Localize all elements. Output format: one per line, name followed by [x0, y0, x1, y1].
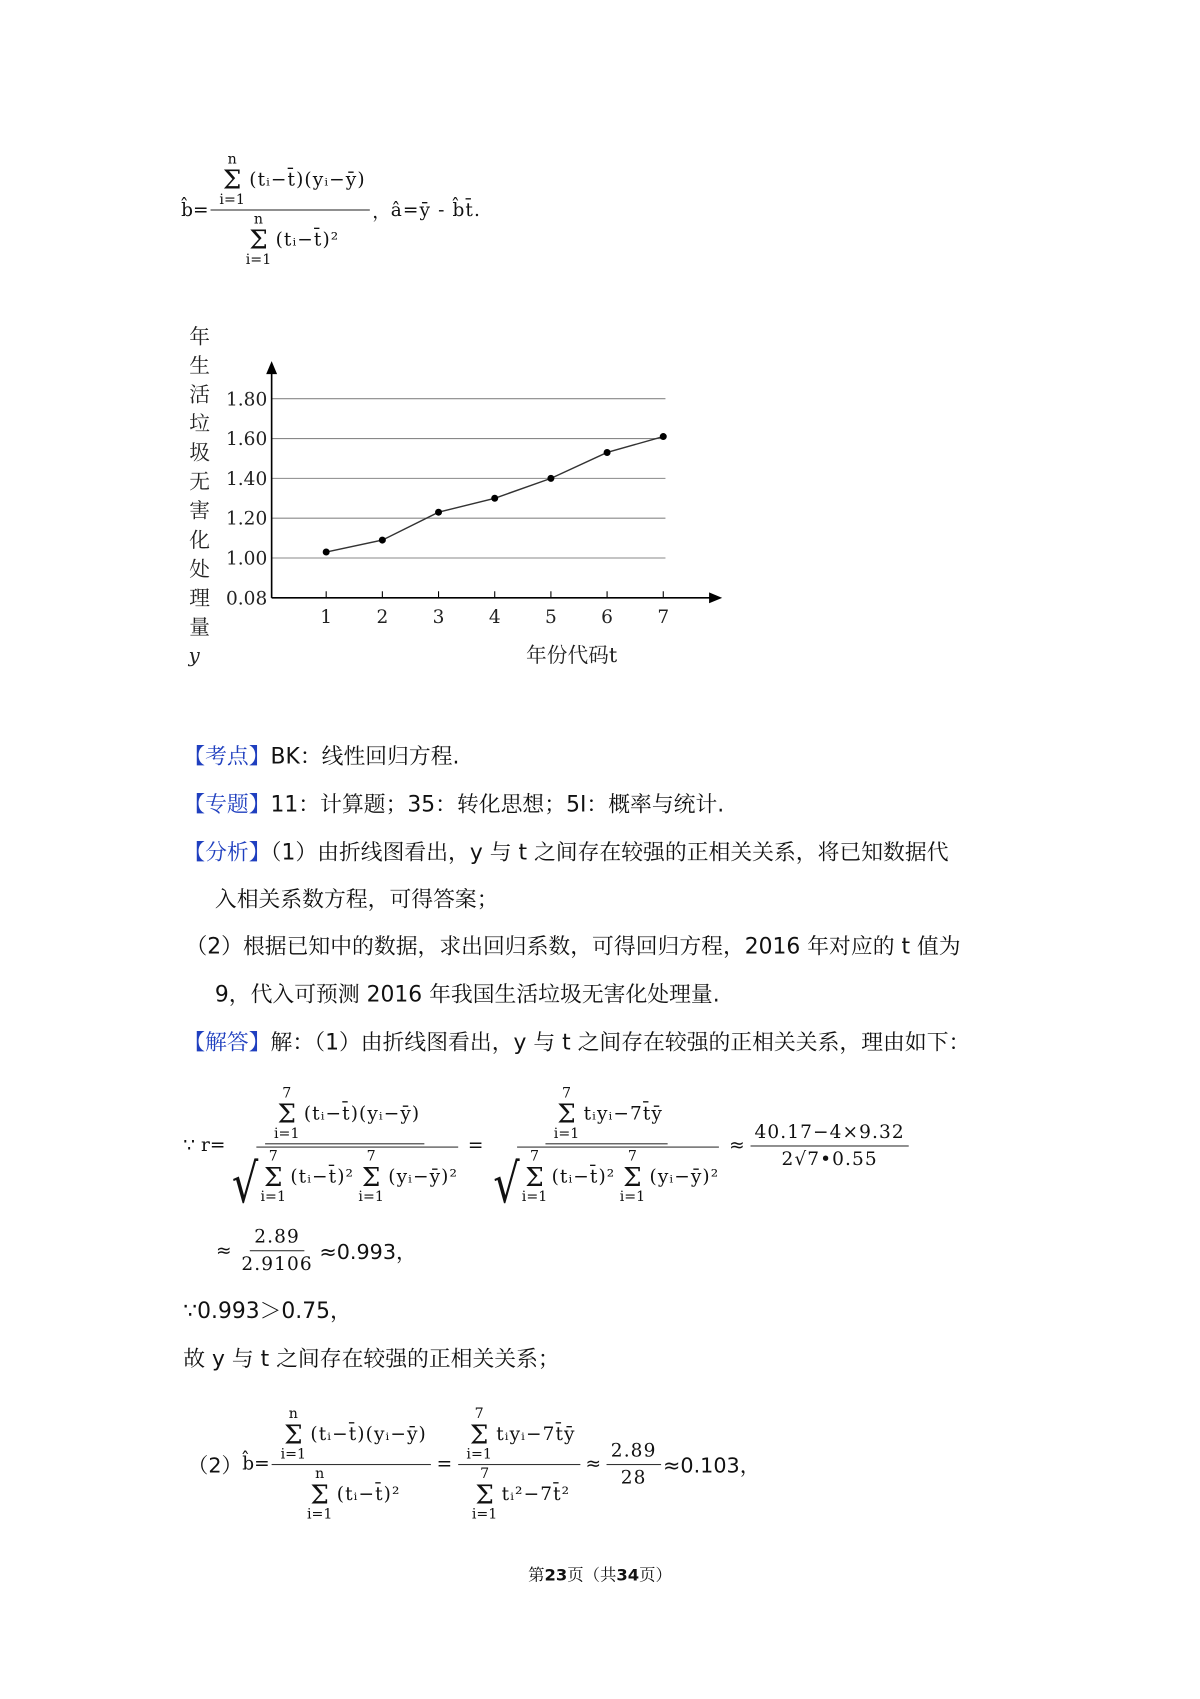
- y-axis-label-char: 无: [189, 469, 211, 494]
- b-value: ≈0.103，: [663, 1453, 761, 1478]
- approx: ≈: [729, 1134, 745, 1157]
- jieda-tag: 【解答】: [183, 1028, 271, 1055]
- page-footer: 第23页（共34页）: [528, 1565, 672, 1586]
- b-hat-label: b̂=: [181, 199, 209, 221]
- x-axis-arrow-icon: [709, 592, 722, 603]
- r-label: ∵ r=: [183, 1134, 226, 1157]
- y-axis-label-char: 活: [189, 382, 211, 407]
- denominator-expr: (tᵢ−t̄)²: [275, 229, 340, 251]
- y-tick-label: 1.00: [226, 548, 268, 570]
- correlation-formula: [183, 1069, 911, 1222]
- y-tick-label: 1.40: [226, 468, 268, 490]
- series-line: [326, 437, 663, 552]
- numerator-expr: (tᵢ−t̄)(yᵢ−ȳ): [303, 1102, 421, 1125]
- y-axis-label-char: 年: [189, 324, 211, 349]
- b-hat-fraction: [211, 153, 370, 268]
- b-hat-label: b̂=: [242, 1453, 270, 1475]
- a-hat-formula: â=ȳ - b̂t̄.: [390, 199, 481, 221]
- y-tick-label: 0.08: [226, 588, 268, 610]
- part-label: （2）: [187, 1453, 243, 1478]
- fenxi-part2: （2）根据已知中的数据，求出回归系数，可得回归方程，2016 年对应的 t 值为: [185, 932, 961, 959]
- jieda-text: 解：（1）由折线图看出，y 与 t 之间存在较强的正相关关系，理由如下：: [270, 1028, 971, 1055]
- x-tick-label: 2: [376, 606, 389, 628]
- equals: =: [467, 1134, 484, 1157]
- b-fraction-1: n Σ i=1 (tᵢ−t̄)(yᵢ−ȳ) n Σ i=1 (tᵢ−t̄)²: [272, 1407, 431, 1522]
- y-axis-label-char: 生: [189, 353, 211, 378]
- y-axis-label-char: 害: [189, 498, 211, 523]
- zhuanti-text: 11：计算题；35：转化思想；5I：概率与统计.: [270, 790, 725, 818]
- fenxi-line: [183, 837, 948, 868]
- x-tick-label: 4: [488, 606, 501, 628]
- x-tick-label: 5: [545, 606, 557, 628]
- kaodian-tag: 【考点】: [183, 742, 271, 770]
- r-fraction-1: 7 Σ i=1 (tᵢ−t̄)(yᵢ−ȳ) √ 7 Σ i=1 (tᵢ−t̄)² 7 Σ i=1 (yᵢ−ȳ)²: [231, 1085, 459, 1215]
- x-tick-label: 7: [657, 606, 670, 628]
- y-axis-label-char: 圾: [189, 440, 211, 465]
- x-tick-label: 6: [601, 606, 613, 628]
- y-axis-arrow-icon: [266, 361, 277, 374]
- fenxi-part2-cont: 9，代入可预测 2016 年我国生活垃圾无害化处理量.: [214, 980, 720, 1007]
- data-point: [491, 495, 498, 502]
- page-number: 23: [544, 1565, 568, 1586]
- sum-symbol: n Σ i=1: [219, 151, 245, 209]
- x-axis-label: 年份代码t: [526, 643, 618, 668]
- correlation-result: ≈ $\frac{2.89}{2.9106}$ ≈0.993，: [215, 1226, 417, 1276]
- fenxi-tag: 【分析】: [183, 838, 271, 866]
- sum-symbol: n Σ i=1: [245, 211, 272, 269]
- data-point: [604, 449, 611, 456]
- data-point: [547, 475, 554, 482]
- y-axis-variable: y: [188, 644, 200, 668]
- kaodian-text: BK：线性回归方程.: [270, 742, 460, 770]
- zhuanti-line: [183, 789, 724, 820]
- numerator-expr: (tᵢ−t̄)(yᵢ−ȳ): [249, 169, 366, 191]
- slope-formula: （2） b̂= n Σ i=1 (tᵢ−t̄)(yᵢ−ȳ) n Σ i=1 (tᵢ−t̄)² = 7 Σ i=1 tᵢyᵢ−7t̄ȳ 7 Σ i=1 tᵢ²−7t̄² ≈ $\frac{2.89}{28}$ ≈0.103，: [187, 1405, 761, 1523]
- y-tick-label: 1.80: [226, 389, 268, 411]
- comparison-text: ∵0.993＞0.75，: [183, 1297, 352, 1324]
- y-axis-label-char: 垃: [189, 411, 211, 436]
- y-axis-label-char: 量: [189, 614, 211, 639]
- r-value: ≈0.993，: [319, 1240, 417, 1265]
- data-point: [435, 509, 442, 516]
- conclusion-text: 故 y 与 t 之间存在较强的正相关关系；: [183, 1345, 560, 1372]
- line-chart: [175, 316, 742, 676]
- fenxi-text-cont: 入相关系数方程，可得答案；: [214, 885, 499, 912]
- b-fraction-2: 7 Σ i=1 tᵢyᵢ−7t̄ȳ 7 Σ i=1 tᵢ²−7t̄²: [458, 1407, 580, 1522]
- data-point: [323, 549, 330, 556]
- sqrt-icon: √: [493, 1152, 520, 1215]
- r-fraction-2: 7 Σ i=1 tᵢyᵢ−7t̄ȳ √ 7 Σ i=1 (tᵢ−t̄)² 7 Σ i=1 (yᵢ−ȳ)²: [493, 1085, 720, 1215]
- y-tick-label: 1.60: [226, 429, 268, 451]
- data-point: [660, 433, 667, 440]
- kaodian-line: [183, 741, 459, 772]
- x-tick-label: 3: [432, 606, 445, 628]
- y-axis-label-char: 理: [189, 585, 211, 610]
- fenxi-text: （1）由折线图看出，y 与 t 之间存在较强的正相关关系，将已知数据代: [270, 838, 949, 866]
- zhuanti-tag: 【专题】: [183, 790, 271, 818]
- sqrt-icon: √: [231, 1152, 259, 1215]
- total-pages: 34: [616, 1565, 640, 1586]
- r-fraction-3: $\frac{40.17-4\times 9.32}{2√7•0.55}$: [750, 1121, 909, 1170]
- numerator-expr: tᵢyᵢ−7t̄ȳ: [583, 1102, 664, 1125]
- x-tick-label: 1: [320, 606, 333, 628]
- jieda-line: [183, 1027, 970, 1058]
- y-axis-label-char: 化: [189, 527, 211, 552]
- y-tick-label: 1.20: [226, 508, 268, 530]
- separator: ，: [372, 201, 391, 224]
- data-point: [379, 537, 386, 544]
- y-axis-label-char: 处: [189, 556, 211, 581]
- regression-formula: [181, 153, 481, 268]
